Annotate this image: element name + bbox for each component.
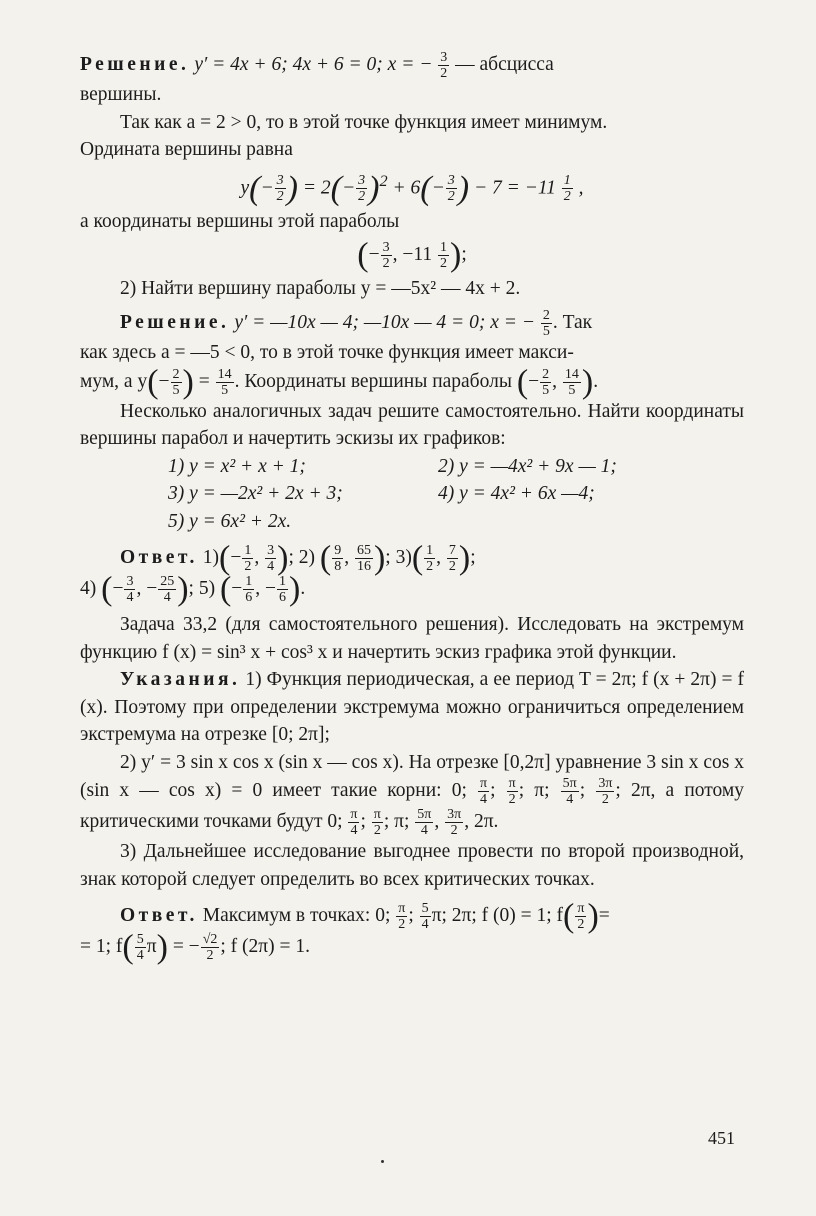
solution-label: Решение.	[120, 312, 230, 333]
answer-number: 2)	[298, 547, 315, 568]
text: π; 2π; f (0) = 1; f	[431, 905, 564, 926]
fraction	[575, 901, 586, 932]
numerator: 5π	[562, 776, 577, 792]
hint-paragraph	[80, 749, 744, 839]
task-item: 5) y = 6x² + 2x.	[168, 510, 292, 532]
text: − 7 = −11	[469, 177, 561, 198]
text: мум, а y	[80, 370, 148, 392]
answer-line: 4) (− $\frac{3}{4}$ , − $\frac{25}{4}$ ); 5) (− $\frac{1}{6}$ , − $\frac{1}{6}$ ).	[80, 570, 306, 608]
numerator: π	[577, 901, 585, 917]
fraction	[348, 807, 359, 838]
text: , 2π.	[464, 811, 499, 832]
text: ; f (2π) = 1.	[220, 936, 310, 957]
answer-label: Ответ.	[120, 547, 198, 568]
task-statement: Задача 33,2 (для самостоятельного решения). Исследовать на экстремум функцию f (x) = sin³ x + cos³ x и начертить эскиз графика этой функции.	[80, 614, 744, 663]
numerator: 3	[440, 50, 448, 65]
denominator: 2	[206, 948, 214, 964]
numerator: √2	[202, 932, 218, 948]
task-item: 1) y = x² + x + 1;	[168, 455, 306, 477]
text: + 6	[387, 177, 421, 198]
numerator: 3	[447, 173, 455, 189]
paren: (	[147, 363, 159, 401]
fraction	[446, 173, 457, 204]
text: ; π;	[383, 811, 415, 832]
fraction	[277, 574, 288, 605]
paren: (	[319, 539, 332, 577]
paren: (	[219, 570, 232, 608]
text: ; π;	[518, 780, 560, 801]
equation-ordinate: y(− $\frac{3}{2}$ ) = 2(− $\frac{3}{2}$ )$^2$ + 6(− $\frac{3}{2}$ ) − 7 = −11 $\frac{1}{2}$ ,	[240, 169, 584, 207]
denominator: 16	[356, 559, 371, 575]
fraction	[563, 367, 581, 398]
fraction	[372, 807, 383, 838]
fraction	[415, 807, 433, 838]
final-answer-cont	[80, 928, 744, 966]
answer-number: 4)	[80, 578, 97, 599]
denominator: 4	[480, 792, 488, 808]
denominator: 2	[448, 559, 456, 575]
numerator: 3π	[598, 776, 613, 792]
denominator: 2	[382, 255, 390, 271]
text: ;	[360, 811, 371, 832]
numerator: π	[508, 776, 516, 792]
numerator: 2	[542, 366, 550, 382]
text-line: вершины.	[80, 84, 162, 105]
print-speck	[381, 1160, 384, 1163]
numerator: 2	[172, 366, 180, 382]
task-item: 2) y = —4x² + 9x — 1;	[438, 455, 617, 477]
numerator: π	[398, 901, 406, 917]
denominator: 2	[440, 66, 448, 81]
denominator: 4	[350, 823, 358, 839]
numerator: 3	[267, 543, 275, 559]
text-line: а координаты вершины этой параболы	[80, 211, 400, 233]
fraction	[561, 776, 579, 807]
task-list	[168, 453, 744, 536]
numerator: 1	[279, 574, 287, 590]
denominator: 4	[421, 917, 429, 933]
denominator: 2	[276, 189, 284, 205]
hint-paragraph: 3) Дальнейшее исследование выгоднее провести по второй производной, знак которой следует определить во всех критических точках.	[80, 841, 744, 890]
numerator: 2	[542, 308, 550, 324]
paren: (	[420, 169, 432, 207]
answer-number: 5)	[198, 578, 216, 599]
paren: (	[122, 928, 134, 966]
numerator: π	[350, 807, 358, 823]
text: , −11	[392, 243, 437, 265]
numerator: 5π	[417, 807, 432, 823]
fraction	[541, 308, 552, 339]
fraction	[381, 240, 392, 271]
page-number: 451	[708, 1128, 735, 1148]
text-line: мум, а y(− $\frac{2}{5}$ ) = $\frac{14}{5}$ . Координаты вершины параболы (− $\frac{2}{5}$ , $\frac{14}{5}$ ).	[80, 363, 599, 401]
fraction	[135, 932, 146, 963]
fraction	[447, 543, 458, 574]
text: ; 2π, а потому критическими точками будут 0;	[80, 780, 744, 832]
denominator: 2	[563, 189, 571, 205]
denominator: 5	[221, 382, 229, 398]
answer-line: Ответ. 1)(− $\frac{1}{2}$ , $\frac{3}{4}$ ); 2) ( $\frac{9}{8}$ , $\frac{65}{16}$ ); 3)( $\frac{1}{2}$ , $\frac{7}{2}$ );	[120, 539, 476, 577]
exponent: 2	[379, 171, 388, 190]
numerator: 9	[334, 543, 342, 559]
solution-line	[80, 50, 744, 81]
denominator: 6	[245, 590, 253, 606]
text-line: Ордината вершины равна	[80, 139, 293, 160]
answer-number: 1)	[202, 547, 220, 568]
paren: )	[289, 570, 301, 608]
fraction	[445, 807, 463, 838]
paren: )	[182, 363, 194, 401]
paren: )	[458, 539, 471, 577]
fraction	[478, 776, 489, 807]
paren: )	[457, 169, 470, 207]
denominator: 5	[172, 382, 180, 398]
denominator: 4	[126, 590, 134, 606]
denominator: 4	[136, 948, 144, 964]
denominator: 2	[447, 189, 455, 205]
paren: )	[581, 363, 594, 401]
numerator: π	[373, 807, 381, 823]
paren: (	[101, 570, 113, 608]
denominator: 4	[267, 559, 275, 575]
text: =	[193, 370, 215, 392]
numerator: 3	[358, 173, 366, 189]
numerator: 5	[136, 932, 144, 948]
numerator: 3	[276, 173, 284, 189]
fraction	[243, 574, 254, 605]
fraction	[158, 574, 176, 605]
paren: )	[286, 169, 298, 207]
fraction	[507, 776, 518, 807]
numerator: 1	[563, 173, 571, 189]
answer-label: Ответ.	[120, 905, 198, 926]
fraction	[265, 543, 276, 574]
text-line: Несколько аналогичных задач решите самостоятельно. Найти координаты вершины парабол и начертить эскизы их графиков:	[80, 400, 744, 450]
numerator: 14	[217, 366, 232, 382]
fraction	[275, 173, 286, 204]
fraction	[420, 901, 431, 932]
task-item: 4) y = 4x² + 6x —4;	[438, 483, 595, 505]
numerator: 3	[382, 239, 390, 255]
text: = 2	[297, 177, 331, 198]
text: ;	[461, 243, 467, 265]
fraction	[424, 543, 435, 574]
answer-number: 3)	[395, 547, 412, 568]
fraction	[201, 932, 220, 963]
fraction	[438, 50, 449, 81]
paren: )	[587, 897, 599, 935]
paren: )	[368, 169, 380, 207]
numerator: 65	[356, 543, 371, 559]
equation-vertex: (− $\frac{3}{2}$ , −11 $\frac{1}{2}$ );	[357, 236, 467, 274]
fraction	[396, 901, 407, 932]
denominator: 5	[542, 324, 550, 340]
textbook-page	[80, 50, 744, 966]
denominator: 2	[601, 792, 609, 808]
fraction	[242, 543, 253, 574]
paren: )	[156, 928, 168, 966]
fraction	[124, 574, 135, 605]
text: =	[598, 905, 610, 926]
fraction	[356, 173, 367, 204]
denominator: 2	[426, 559, 434, 575]
paren: (	[411, 539, 424, 577]
fraction	[438, 240, 449, 271]
text: Максимум в точках: 0;	[197, 905, 396, 926]
task-item: 3) y = —2x² + 2x + 3;	[168, 483, 343, 505]
text: y	[240, 177, 250, 198]
paren: (	[357, 236, 369, 274]
text: .	[593, 370, 599, 392]
denominator: 2	[373, 823, 381, 839]
text: ,	[434, 811, 445, 832]
denominator: 2	[244, 559, 252, 575]
text: = 1; f	[80, 936, 123, 957]
text-line: 2) Найти вершину параболы y = —5x² — 4x + 2.	[120, 277, 521, 299]
paren: )	[373, 539, 386, 577]
numerator: 3π	[447, 807, 462, 823]
denominator: 2	[439, 255, 447, 271]
numerator: 3	[126, 574, 134, 590]
text: ;	[490, 780, 506, 801]
hint-text: 1) Функция периодическая, а ее период T = 2π; f (x + 2π) = f (x). Поэтому при определении экстремума можно ограничиться определением экстремума на отрезке [0; 2π];	[80, 669, 744, 746]
equation-text: y′ = 4x + 6; 4x + 6 = 0; x = −	[189, 53, 438, 75]
denominator: 2	[450, 823, 458, 839]
paren: (	[330, 169, 342, 207]
denominator: 6	[279, 590, 287, 606]
denominator: 4	[566, 792, 574, 808]
denominator: 2	[577, 917, 585, 933]
text: ,	[573, 177, 584, 198]
fraction	[540, 367, 551, 398]
denominator: 4	[420, 823, 428, 839]
fraction	[355, 543, 373, 574]
paren: )	[449, 236, 462, 274]
paren: (	[249, 169, 261, 207]
numerator: 25	[160, 574, 175, 590]
text: . Так	[552, 312, 593, 333]
text: — абсцисса	[450, 53, 554, 75]
text: 2) y′ = 3 sin x cos x (sin x — cos x). На отрезке [0,2π] уравнение 3 sin x cos x (sin x — cos x) = 0 имеет такие корни: 0;	[80, 751, 744, 801]
hint-paragraph	[80, 666, 744, 749]
denominator: 4	[163, 590, 171, 606]
numerator: π	[480, 776, 488, 792]
text: = −	[167, 936, 200, 957]
final-answer	[80, 897, 744, 935]
text: π	[146, 936, 157, 957]
denominator: 5	[542, 382, 550, 398]
denominator: 2	[358, 189, 366, 205]
fraction	[562, 173, 573, 204]
equation-text: y′ = —10x — 4; —10x — 4 = 0; x = −	[229, 312, 540, 333]
numerator: 7	[448, 543, 456, 559]
solution-line	[80, 308, 744, 339]
denominator: 2	[398, 917, 406, 933]
paren: (	[219, 539, 231, 577]
text-line: Так как a = 2 > 0, то в этой точке функция имеет минимум.	[120, 111, 608, 133]
denominator: 5	[568, 382, 576, 398]
hint-label: Указания.	[120, 669, 241, 691]
paren: (	[516, 363, 529, 401]
fraction	[596, 776, 614, 807]
paren: )	[177, 570, 189, 608]
numerator: 1	[245, 574, 253, 590]
text: ;	[579, 780, 596, 801]
text-line: как здесь a = —5 < 0, то в этой точке функция имеет макси-	[80, 342, 574, 364]
fraction	[332, 543, 343, 574]
denominator: 2	[508, 792, 516, 808]
numerator: 1	[426, 543, 434, 559]
numerator: 5	[421, 901, 429, 917]
fraction	[216, 367, 234, 398]
denominator: 8	[334, 559, 342, 575]
paren: )	[277, 539, 289, 577]
solution-label: Решение.	[80, 53, 190, 75]
paren: (	[563, 897, 575, 935]
numerator: 14	[564, 366, 579, 382]
numerator: 1	[439, 239, 447, 255]
text: ;	[408, 905, 419, 926]
numerator: 1	[244, 543, 252, 559]
text: . Координаты вершины параболы	[234, 370, 517, 392]
fraction	[171, 367, 182, 398]
